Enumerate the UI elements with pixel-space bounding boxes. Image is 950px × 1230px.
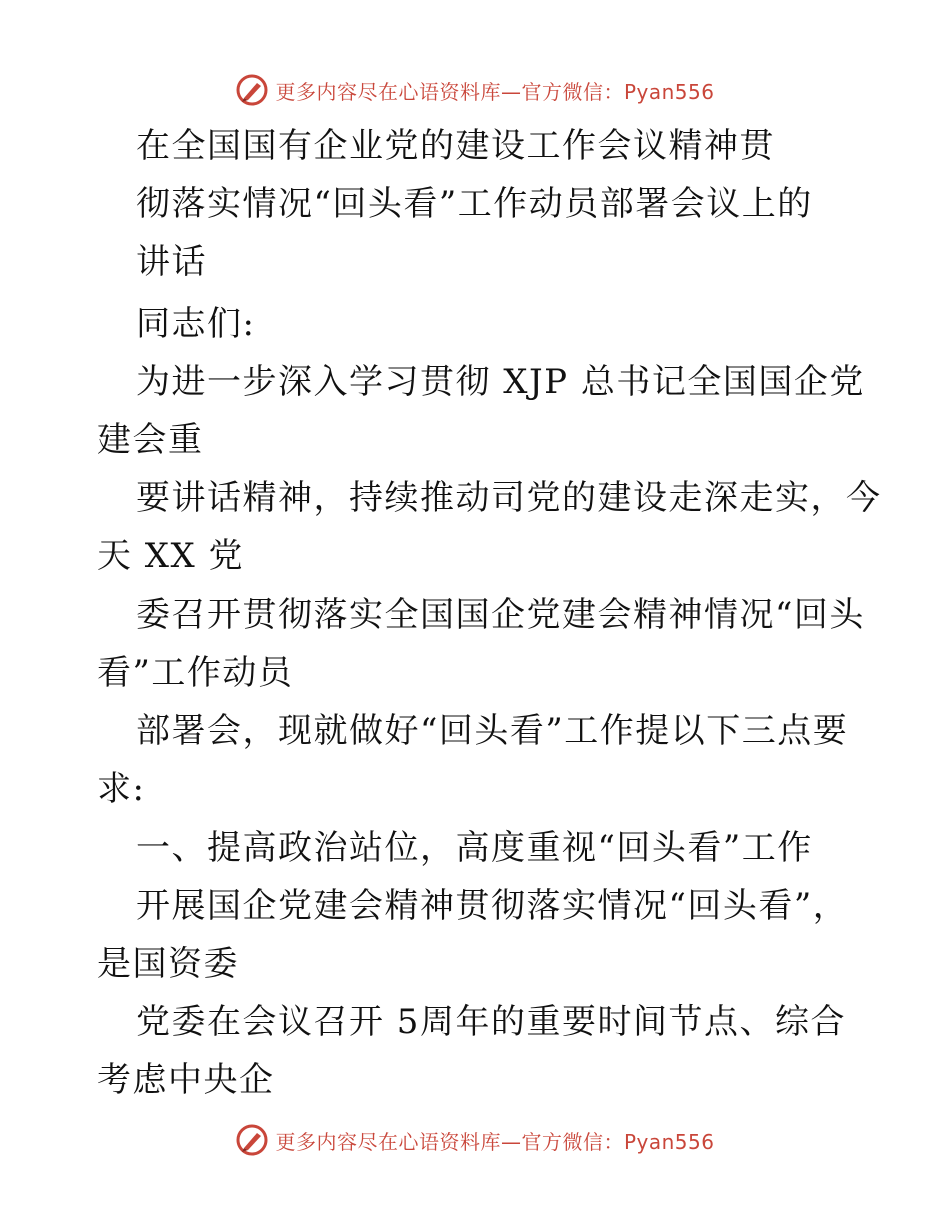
section-heading: 一、提高政治站位，高度重视“回头看”工作 bbox=[136, 828, 813, 868]
paragraph-line: 天 XX 党 bbox=[97, 536, 245, 576]
paragraph-line: 求: bbox=[97, 769, 146, 809]
paragraph-line: 要讲话精神，持续推动司党的建设走深走实，今 bbox=[136, 478, 882, 518]
footer-watermark-banner bbox=[0, 1122, 950, 1158]
paragraph-line: 部署会，现就做好“回头看”工作提以下三点要 bbox=[136, 711, 849, 751]
paragraph-line: 考虑中央企 bbox=[97, 1060, 275, 1100]
title-line-1: 在全国国有企业党的建设工作会议精神贯 bbox=[136, 126, 775, 166]
title-line-3: 讲话 bbox=[136, 242, 207, 282]
salutation: 同志们: bbox=[136, 304, 256, 344]
watermark-text: 更多内容尽在心语资料库—官方微信：Pyan556 bbox=[275, 1129, 715, 1154]
paragraph-line: 建会重 bbox=[97, 420, 204, 460]
paragraph-line: 看”工作动员 bbox=[97, 653, 294, 693]
watermark-text: 更多内容尽在心语资料库—官方微信：Pyan556 bbox=[275, 79, 715, 104]
pen-logo-icon bbox=[235, 73, 269, 107]
paragraph-line: 党委在会议召开 5周年的重要时间节点、综合 bbox=[136, 1002, 846, 1042]
paragraph-line: 为进一步深入学习贯彻 XJP 总书记全国国企党 bbox=[136, 362, 865, 402]
paragraph-line: 是国资委 bbox=[97, 944, 239, 984]
header-watermark-banner bbox=[0, 72, 950, 108]
pen-logo-icon bbox=[235, 1123, 269, 1157]
paragraph-line: 开展国企党建会精神贯彻落实情况“回头看”， bbox=[136, 886, 849, 926]
paragraph-line: 委召开贯彻落实全国国企党建会精神情况“回头 bbox=[136, 595, 865, 635]
title-line-2: 彻落实情况“回头看”工作动员部署会议上的 bbox=[136, 184, 813, 224]
